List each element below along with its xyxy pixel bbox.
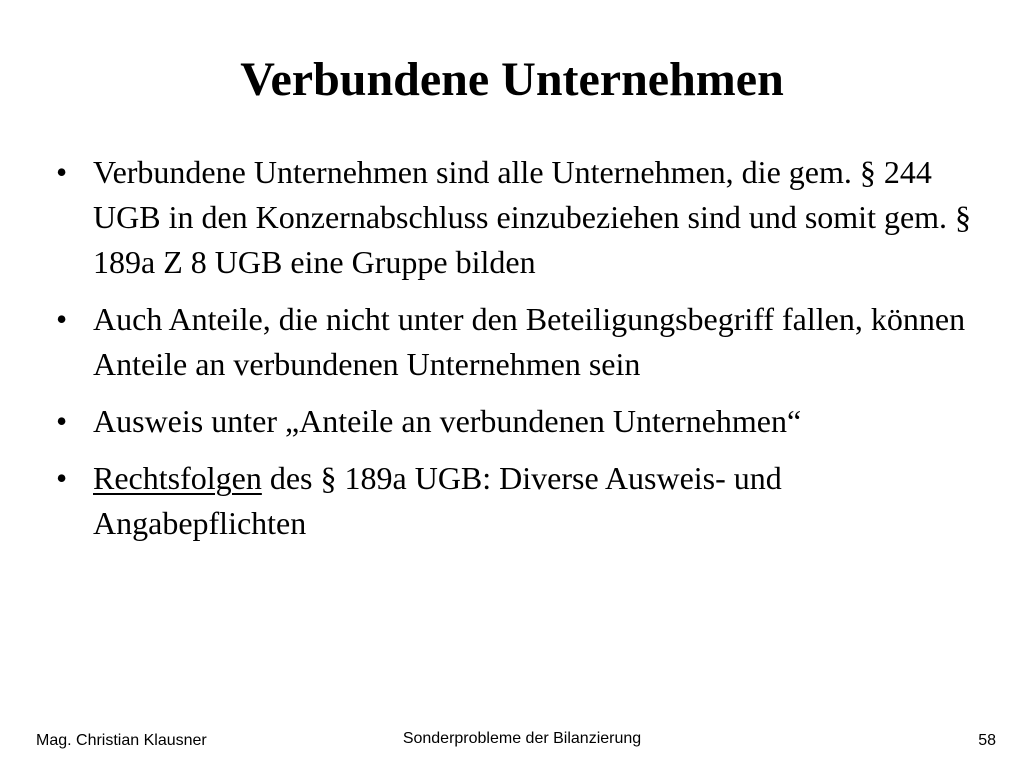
bullet-point-icon: • bbox=[56, 154, 68, 190]
bullet-point-icon: • bbox=[56, 403, 68, 439]
bullet-point-icon: • bbox=[56, 460, 68, 496]
bullet-list bbox=[56, 150, 976, 558]
underlined-term: Rechtsfolgen bbox=[93, 460, 262, 496]
bullet-item-shares bbox=[56, 297, 976, 387]
footer-topic: Sonderprobleme der Bilanzierung bbox=[402, 730, 642, 747]
bullet-point-icon: • bbox=[56, 301, 68, 337]
bullet-text: Ausweis unter „Anteile an verbundenen Unternehmen“ bbox=[93, 403, 802, 439]
bullet-text: Auch Anteile, die nicht unter den Beteiligungsbegriff fallen, können Anteile an verbundenen Unternehmen sein bbox=[93, 301, 966, 382]
bullet-item-disclosure bbox=[56, 399, 976, 444]
bullet-item-legal-consequences bbox=[56, 456, 976, 546]
bullet-text: des § 189a UGB: Diverse Ausweis- und Angabepflichten bbox=[93, 460, 782, 541]
page-number: 58 bbox=[978, 732, 996, 749]
slide-title: Verbundene Unternehmen bbox=[240, 53, 784, 106]
bullet-item-definition bbox=[56, 150, 976, 285]
footer-author: Mag. Christian Klausner bbox=[36, 732, 207, 749]
bullet-text: Verbundene Unternehmen sind alle Unternehmen, die gem. § 244 UGB in den Konzernabschluss einzubeziehen sind und somit gem. § 189a Z 8 UGB eine Gruppe bilden bbox=[93, 154, 972, 280]
